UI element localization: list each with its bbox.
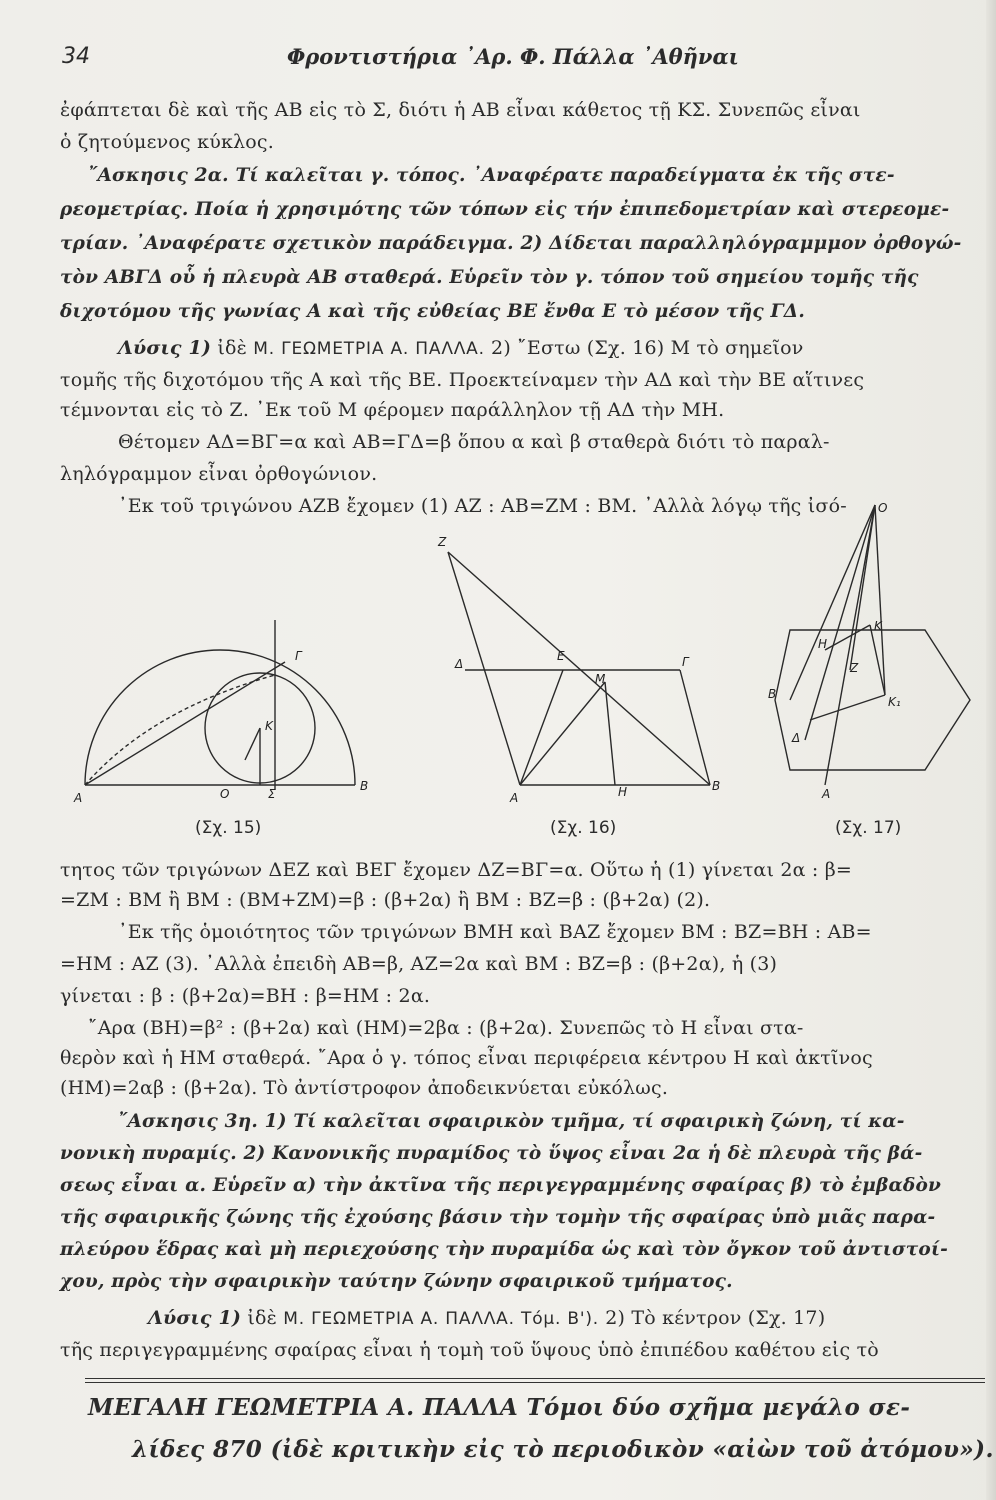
text-line: ᾽Εκ τῆς ὁμοιότητος τῶν τριγώνων ΒΜΗ καὶ ΒΑΖ ἔχομεν ΒΜ : ΒΖ=ΒΗ : ΑΒ= xyxy=(118,921,872,943)
divider-rule xyxy=(85,1382,985,1383)
text-line: ὁ ζητούμενος κύκλος. xyxy=(60,131,274,153)
solution-2-line: τομῆς τῆς διχοτόμου τῆς Α καὶ τῆς ΒΕ. Προεκτείναμεν τὴν ΑΔ καὶ τὴν ΒΕ αἵτινες xyxy=(60,369,865,391)
advert-line: ΜΕΓΑΛΗ ΓΕΩΜΕΤΡΙΑ Α. ΠΑΛΛΑ Τόμοι δύο σχῆμα μεγάλο σε- xyxy=(88,1394,911,1421)
fig17-label-o: Ο xyxy=(878,501,888,515)
fig17-label-b: Β xyxy=(768,687,777,701)
fig15-label-b: Β xyxy=(360,779,369,793)
solution-2-line: τέμνονται εἰς τὸ Ζ. ᾽Εκ τοῦ Μ φέρομεν παράλληλον τῇ ΑΔ τὴν ΜΗ. xyxy=(60,399,725,421)
text-line: (ΗΜ)=2αβ : (β+2α). Τὸ ἀντίστροφον ἀποδεικνύεται εὐκόλως. xyxy=(60,1077,669,1099)
running-head: Φροντιστήρια ᾽Αρ. Φ. Πάλλα ᾽Αθῆναι xyxy=(287,44,739,69)
fig16-label-e: Ε xyxy=(557,649,565,663)
fig15-label-a: Α xyxy=(74,791,83,805)
exercise-2-line: τὸν ΑΒΓΔ οὗ ἡ πλευρὰ ΑΒ σταθερά. Εὑρεῖν τὸν γ. τόπον τοῦ σημείου τομῆς τῆς xyxy=(60,267,919,288)
figures-svg xyxy=(70,500,980,820)
exercise-2-line: ρεομετρίας. Ποία ἡ χρησιμότης τῶν τόπων εἰς τήν ἐπιπεδομετρίαν καὶ στερεομε- xyxy=(60,199,950,220)
figures-row xyxy=(70,500,980,840)
fig16-label-z: Ζ xyxy=(438,535,447,549)
exercise-3-line: σεως εἶναι α. Εὑρεῖν α) τὴν ἀκτῖνα τῆς περιγεγραμμένης σφαίρας β) τὸ ἐμβαδὸν xyxy=(60,1175,942,1196)
solution-3-line: τῆς περιγεγραμμένης σφαίρας εἶναι ἡ τομὴ τοῦ ὕψους ὑπὸ ἐπιπέδου καθέτου εἰς τὸ xyxy=(60,1339,879,1361)
fig15-label-g: Γ xyxy=(295,649,302,663)
advert-line: λίδες 870 (ἰδὲ κριτικὴν εἰς τὸ περιοδικὸν «αἰὼν τοῦ ἀτόμου»). xyxy=(132,1436,994,1463)
fig17-edge-ok1 xyxy=(875,505,885,695)
fig17-label-k: Κ xyxy=(874,619,882,633)
fig16-label-h: Η xyxy=(618,785,628,799)
fig17-edge-oa xyxy=(825,505,875,785)
page-header xyxy=(62,42,962,76)
solution-ref-word: ἰδὲ xyxy=(211,337,254,359)
figure-15-drawing xyxy=(85,620,355,790)
exercise-2-line: τρίαν. ᾽Αναφέρατε σχετικὸν παράδειγμα. 2) Δίδεται παραλληλόγραμμμον ὀρθογώ- xyxy=(60,233,962,254)
fig15-radius xyxy=(245,728,260,760)
fig16-line-gb xyxy=(680,670,710,785)
fig15-chord-ag xyxy=(85,662,285,785)
figure-16-caption: (Σχ. 16) xyxy=(550,818,617,838)
fig17-segment-hk xyxy=(825,625,870,650)
fig16-line-am xyxy=(520,682,605,785)
solution-text: 2) Τὸ κέντρον (Σχ. 17) xyxy=(599,1307,826,1329)
fig16-line-mh xyxy=(605,682,615,785)
fig17-segment-dk1 xyxy=(810,695,885,720)
text-line: =ΗΜ : ΑΖ (3). ᾽Αλλὰ ἐπειδὴ ΑΒ=β, ΑΖ=2α καὶ ΒΜ : ΒΖ=β : (β+2α), ἡ (3) xyxy=(60,953,778,975)
fig16-label-a: Α xyxy=(510,791,519,805)
exercise-3-line: νονικὴ πυραμίς. 2) Κανονικῆς πυραμίδος τὸ ὕψος εἶναι 2α ἡ δὲ πλευρὰ τῆς βά- xyxy=(60,1143,923,1164)
fig16-label-b: Β xyxy=(712,779,721,793)
solution-label: Λύσις 1) xyxy=(148,1307,242,1329)
fig16-line-ea xyxy=(520,670,563,785)
book-reference: Μ. ΓΕΩΜΕΤΡΙΑ Α. ΠΑΛΛΑ. xyxy=(253,339,485,359)
solution-2-line: ᾽Εκ τοῦ τριγώνου ΑΖΒ ἔχομεν (1) ΑΖ : ΑΒ=ΖΜ : ΒΜ. ᾽Αλλὰ λόγῳ τῆς ἰσό- xyxy=(118,495,847,517)
text-line: τητος τῶν τριγώνων ΔΕΖ καὶ ΒΕΓ ἔχομεν ΔΖ=ΒΓ=α. Οὕτω ἡ (1) γίνεται 2α : β= xyxy=(60,859,853,881)
text-line: =ΖΜ : ΒΜ ἢ ΒΜ : (ΒΜ+ΖΜ)=β : (β+2α) ἢ ΒΜ : ΒΖ=β : (β+2α) (2). xyxy=(60,889,711,911)
divider-rule xyxy=(85,1378,985,1379)
fig17-label-h: Η xyxy=(818,637,828,651)
fig17-label-k1: Κ₁ xyxy=(888,695,901,709)
fig16-label-m: Μ xyxy=(595,672,606,686)
solution-2-line: ληλόγραμμον εἶναι ὀρθογώνιον. xyxy=(60,463,378,485)
fig17-label-d: Δ xyxy=(792,731,801,745)
solution-2-first-line xyxy=(118,334,804,363)
figure-15-caption: (Σχ. 15) xyxy=(195,818,262,838)
solution-3-first-line xyxy=(148,1304,825,1333)
fig15-dashed-arc xyxy=(85,675,275,785)
exercise-3-line: πλεύρου ἕδρας καὶ μὴ περιεχούσης τὴν πυραμίδα ὡς καὶ τὸν ὄγκον τοῦ ἀντιστοί- xyxy=(60,1239,949,1260)
fig16-line-zb xyxy=(448,552,710,785)
page-number: 34 xyxy=(62,44,90,69)
fig17-label-z: Ζ xyxy=(850,661,859,675)
fig17-label-a: Α xyxy=(822,787,831,801)
fig16-label-d: Δ xyxy=(455,657,464,671)
solution-2-line: Θέτομεν ΑΔ=ΒΓ=α καὶ ΑΒ=ΓΔ=β ὅπου α καὶ β σταθερὰ διότι τὸ παραλ- xyxy=(118,431,830,453)
fig15-label-s: Σ xyxy=(268,787,276,801)
exercise-3-line: χου, πρὸς τὴν σφαιρικὴν ταύτην ζώνην σφαιρικοῦ τμήματος. xyxy=(60,1271,733,1292)
text-line: ῎Αρα (ΒΗ)=β² : (β+2α) καὶ (ΗΜ)=2βα : (β+2α). Συνεπῶς τὸ Η εἶναι στα- xyxy=(88,1017,804,1039)
exercise-2-line: διχοτόμου τῆς γωνίας Α καὶ τῆς εὐθείας ΒΕ ἔνθα Ε τὸ μέσον τῆς ΓΔ. xyxy=(60,301,805,322)
exercise-3-line: τῆς σφαιρικῆς ζώνης τῆς ἐχούσης βάσιν τὴν τομὴν τῆς σφαίρας ὑπὸ μιᾶς παρα- xyxy=(60,1207,936,1228)
text-line: ἐφάπτεται δὲ καὶ τῆς ΑΒ εἰς τὸ Σ, διότι ἡ ΑΒ εἶναι κάθετος τῇ ΚΣ. Συνεπῶς εἶναι xyxy=(60,99,861,121)
fig17-height xyxy=(850,505,875,670)
fig15-label-k: Κ xyxy=(265,719,273,733)
figure-17-drawing xyxy=(775,505,970,785)
text-line: γίνεται : β : (β+2α)=ΒΗ : β=ΗΜ : 2α. xyxy=(60,985,431,1007)
solution-label: Λύσις 1) xyxy=(118,337,212,359)
book-reference: Μ. ΓΕΩΜΕΤΡΙΑ Α. ΠΑΛΛΑ. Τόμ. Β'). xyxy=(283,1309,599,1329)
exercise-3-line: ῎Ασκησις 3η. 1) Τί καλεῖται σφαιρικὸν τμῆμα, τί σφαιρικὴ ζώνη, τί κα- xyxy=(118,1111,905,1132)
fig15-label-o: Ο xyxy=(220,787,230,801)
solution-ref-word: ἰδὲ xyxy=(241,1307,284,1329)
text-line: θερὸν καὶ ἡ ΗΜ σταθερά. ῎Αρα ὁ γ. τόπος εἶναι περιφέρεια κέντρου Η καὶ ἀκτῖνος xyxy=(60,1047,873,1069)
figure-17-caption: (Σχ. 17) xyxy=(835,818,902,838)
page-gutter xyxy=(986,0,996,1500)
solution-text: 2) ῎Εστω (Σχ. 16) Μ τὸ σημεῖον xyxy=(484,337,804,359)
fig16-label-g: Γ xyxy=(682,655,689,669)
figure-16-drawing xyxy=(448,552,710,785)
exercise-2-line: ῎Ασκησις 2α. Τί καλεῖται γ. τόπος. ᾽Αναφέρατε παραδείγματα ἐκ τῆς στε- xyxy=(88,165,895,186)
fig17-edge-ob xyxy=(790,505,875,700)
fig17-hexagon xyxy=(775,630,970,770)
